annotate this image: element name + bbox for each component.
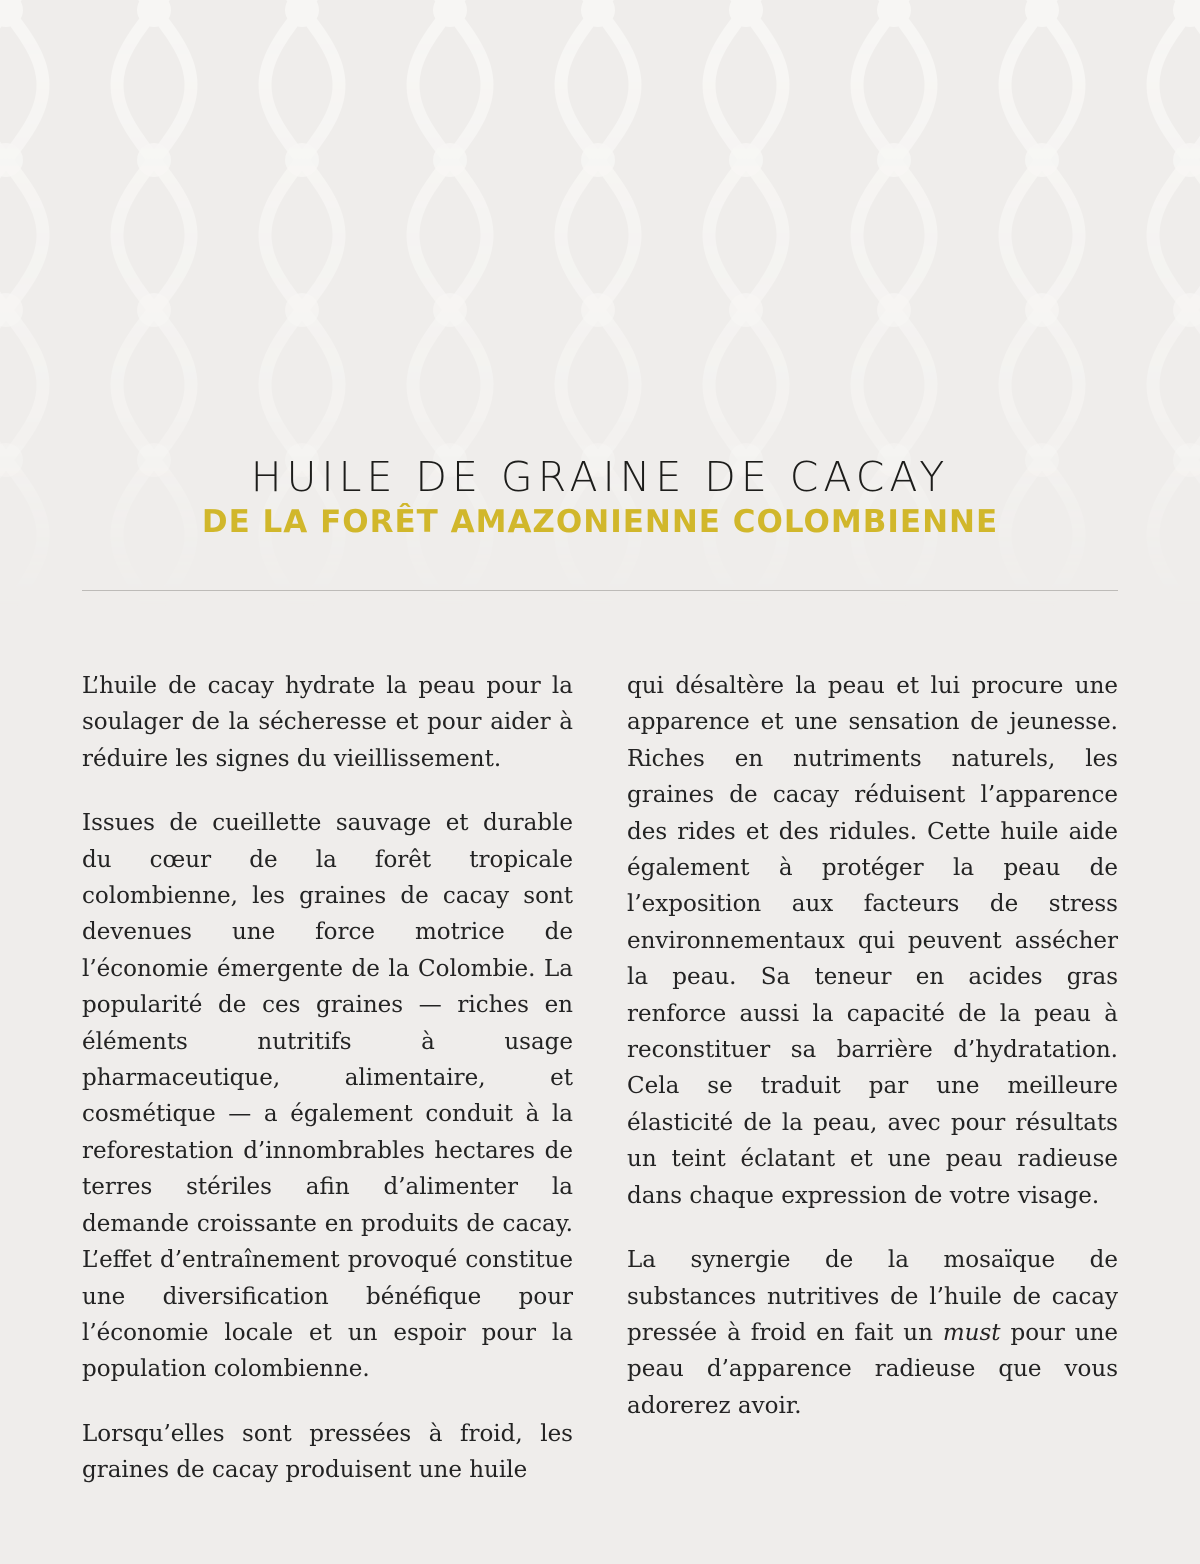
- pattern-dot: [285, 293, 319, 327]
- divider: [82, 590, 1118, 591]
- pattern-dot: [1025, 143, 1059, 177]
- paragraph: qui désaltère la peau et lui procure une apparence et une sensation de jeunesse. Riches en nutriments naturels, les graines de cacay réduisent l’apparence des rides et des ridules. Cette huile aide également à protéger la peau de l’exposition aux facteurs de stress environnementaux qui peuvent assécher la peau. Sa teneur en acides gras renforce aussi la capacité de la peau à reconstituer sa barrière d’hydratation. Cela se traduit par une meilleure élasticité de la peau, avec pour résultats un teint éclatant et une peau radieuse dans chaque expression de votre visage.: [627, 673, 1118, 1209]
- pattern-dot: [877, 293, 911, 327]
- page-title: HUILE DE GRAINE DE CACAY: [250, 453, 950, 501]
- pattern-dot: [877, 143, 911, 177]
- paragraph-text: La synergie de la mosaïque de substances nutritives de l’huile de cacay pressée à froid en fait un: [627, 1247, 1118, 1346]
- pattern-dot: [1025, 293, 1059, 327]
- text-column-left: [82, 668, 573, 1517]
- emphasis-text: must: [942, 1319, 1001, 1346]
- pattern-dot: [433, 293, 467, 327]
- paragraph: L’huile de cacay hydrate la peau pour la soulager de la sécheresse et pour aider à réduire les signes du vieillissement.: [82, 673, 573, 772]
- paragraph: [627, 1242, 1118, 1424]
- paragraph: Issues de cueillette sauvage et durable du cœur de la forêt tropicale colombienne, les graines de cacay sont devenues une force motrice de l’économie émergente de la Colombie. La popularité de ces graines — riches en éléments nutritifs à usage pharmaceutique, alimentaire, et cosmétique — a également conduit à la reforestation d’innombrables hectares de terres stériles afin d’alimenter la demande croissante en produits de cacay. L’effet d’entraînement provoqué constitue une diversification bénéfique pour l’économie locale et un espoir pour la population colombienne.: [82, 810, 573, 1383]
- page-subtitle: DE LA FORÊT AMAZONIENNE COLOMBIENNE: [201, 504, 999, 540]
- pattern-dot: [581, 293, 615, 327]
- header: [0, 452, 1200, 542]
- text-column-right: [627, 668, 1118, 1452]
- pattern-dot: [729, 293, 763, 327]
- pattern-dot: [137, 293, 171, 327]
- pattern-dot: [581, 143, 615, 177]
- paragraph: Lorsqu’elles sont pressées à froid, les graines de cacay produisent une huile: [82, 1420, 573, 1484]
- pattern-dot: [729, 143, 763, 177]
- pattern-dot: [137, 143, 171, 177]
- paragraph-text: pour une peau d’apparence radieuse que vous adorerez avoir.: [627, 1319, 1119, 1419]
- pattern-dot: [433, 143, 467, 177]
- pattern-dot: [285, 143, 319, 177]
